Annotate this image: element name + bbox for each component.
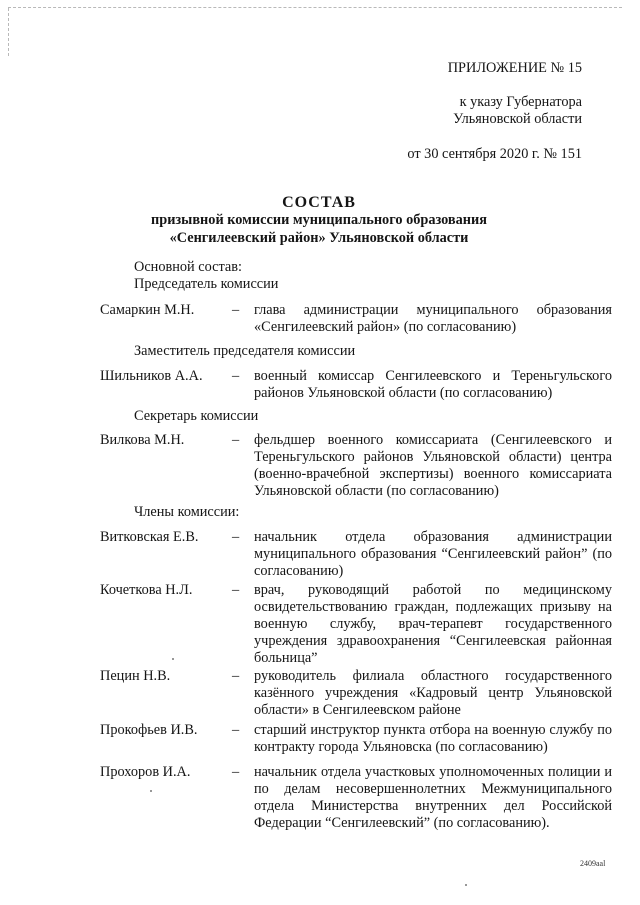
member-dash: – xyxy=(232,368,240,384)
section-main-composition: Основной состав: xyxy=(134,259,242,275)
member-position: начальник отдела участковых уполномоченных полиции и по делам несовершеннолетних Межмуниципального отдела Министерства внутренних дел Российской Федерации “Сенгилеевский” (по согласованию). xyxy=(254,764,612,831)
member-name: Шильников А.А. xyxy=(100,368,203,384)
member-dash: – xyxy=(232,302,240,318)
document-title: СОСТАВ xyxy=(282,194,356,211)
scan-speck xyxy=(150,790,152,792)
member-dash: – xyxy=(232,722,240,738)
section-chairman: Председатель комиссии xyxy=(134,276,279,292)
section-members: Члены комиссии: xyxy=(134,504,240,520)
member-position: глава администрации муниципального образования «Сенгилеевский район» (по согласованию) xyxy=(254,302,612,335)
member-name: Прохоров И.А. xyxy=(100,764,191,780)
member-dash: – xyxy=(232,764,240,780)
member-position: фельдшер военного комиссариата (Сенгилеевского и Тереньгульского районов Ульяновской области) центра (военно-врачебной экспертизы) военного комиссариата Ульяновской области (по согласованию) xyxy=(254,432,612,499)
member-entry xyxy=(100,582,612,666)
document-subtitle-line2: «Сенгилеевский район» Ульяновской области xyxy=(169,230,469,246)
member-entry xyxy=(100,529,612,579)
member-position: военный комиссар Сенгилеевского и Тереньгульского районов Ульяновской области (по согласованию) xyxy=(254,368,612,401)
scan-border-left xyxy=(8,8,9,56)
member-position: начальник отдела образования администрации муниципального образования “Сенгилеевский район” (по согласованию) xyxy=(254,529,612,579)
member-name: Кочеткова Н.Л. xyxy=(100,582,193,598)
member-position: врач, руководящий работой по медицинскому освидетельствованию граждан, подлежащих призыву на военную службу, врач-терапевт государственного учреждения здравоохранения “Сенгилеевская районная больница” xyxy=(254,582,612,666)
member-dash: – xyxy=(232,432,240,448)
section-secretary: Секретарь комиссии xyxy=(134,408,259,424)
member-dash: – xyxy=(232,668,240,684)
member-name: Витковская Е.В. xyxy=(100,529,199,545)
appendix-heading: ПРИЛОЖЕНИЕ № 15 xyxy=(447,60,582,76)
member-entry xyxy=(100,368,612,401)
member-entry xyxy=(100,722,612,755)
member-dash: – xyxy=(232,529,240,545)
document-subtitle-line1: призывной комиссии муниципального образования xyxy=(151,212,487,228)
scan-speck xyxy=(172,658,174,660)
member-entry xyxy=(100,302,612,335)
member-entry xyxy=(100,764,612,831)
member-name: Вилкова М.Н. xyxy=(100,432,185,448)
member-entry xyxy=(100,432,612,499)
member-position: старший инструктор пункта отбора на военную службу по контракту города Ульяновска (по согласованию) xyxy=(254,722,612,755)
decree-date: от 30 сентября 2020 г. № 151 xyxy=(407,146,582,162)
scan-speck xyxy=(465,884,467,886)
member-name: Самаркин М.Н. xyxy=(100,302,195,318)
scan-border-top xyxy=(8,7,622,8)
document-code: 2409ааl xyxy=(580,859,606,868)
member-position: руководитель филиала областного государственного казённого учреждения «Кадровый центр Ульяновской области» в Сенгилеевском районе xyxy=(254,668,612,718)
section-deputy: Заместитель председателя комиссии xyxy=(134,343,356,359)
member-name: Прокофьев И.В. xyxy=(100,722,198,738)
decree-reference-line1: к указу Губернатора xyxy=(459,94,582,110)
decree-reference-line2: Ульяновской области xyxy=(453,111,582,127)
member-entry xyxy=(100,668,612,718)
member-name: Пецин Н.В. xyxy=(100,668,171,684)
member-dash: – xyxy=(232,582,240,598)
